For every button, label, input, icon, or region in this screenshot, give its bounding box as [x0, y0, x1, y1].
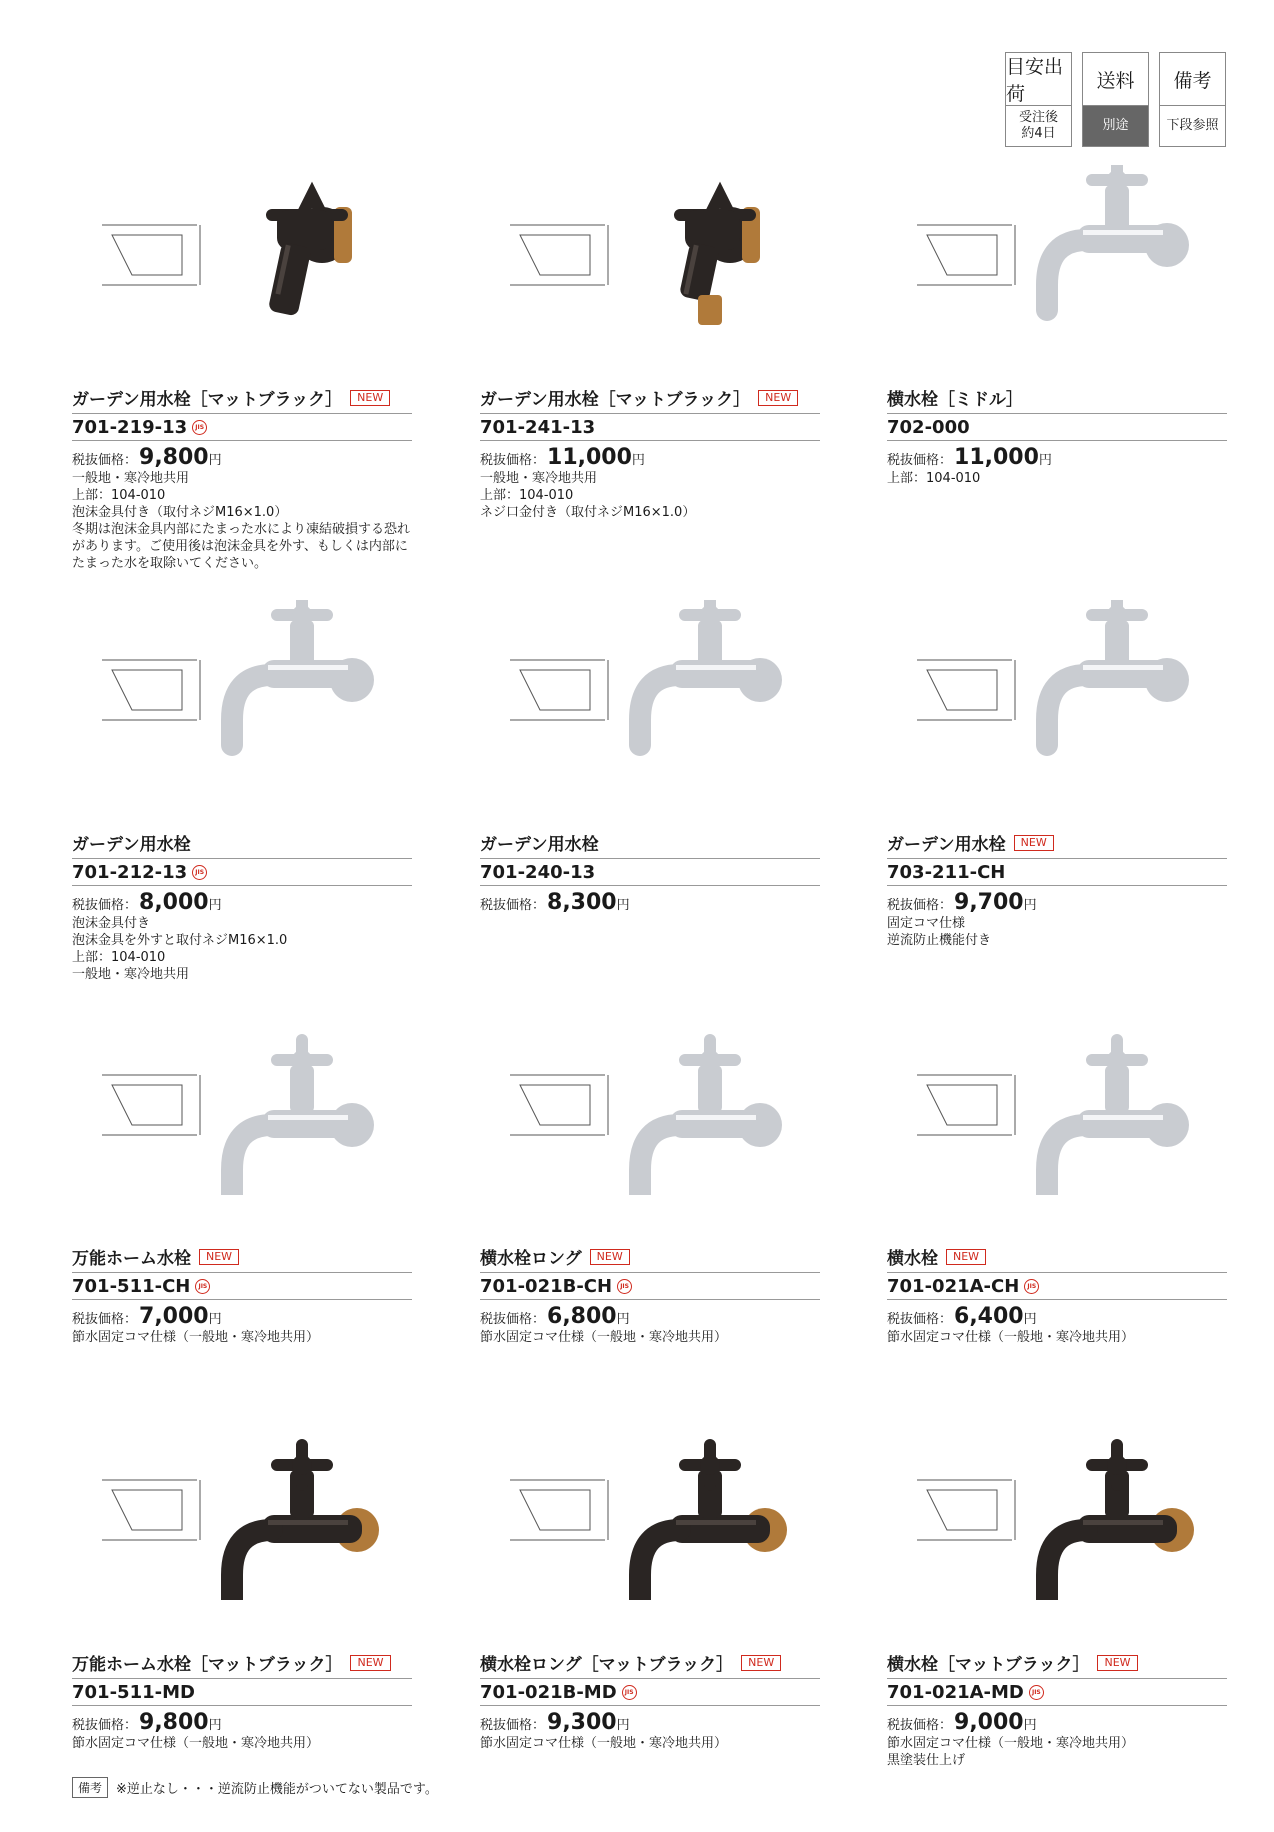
product-note: 固定コマ仕様 逆流防止機能付き — [887, 916, 992, 948]
price-value: 9,800 — [139, 445, 209, 470]
product-image — [887, 1015, 1227, 1195]
price-row — [72, 445, 412, 470]
product-image — [480, 1420, 820, 1600]
product-image — [72, 600, 412, 780]
price-unit: 円 — [208, 1718, 222, 1733]
product-info — [887, 830, 1227, 949]
product-info — [72, 1244, 412, 1346]
legend-shipping-value: 受注後 約4日 — [1018, 110, 1058, 141]
product-name-row — [887, 1244, 1227, 1273]
legend — [1005, 52, 1226, 147]
jis-mark-icon: JIS — [1024, 1279, 1039, 1294]
price-row — [480, 445, 820, 470]
product-code-row — [480, 414, 820, 441]
product-note: 節水固定コマ仕様（一般地・寒冷地共用） — [72, 1736, 320, 1751]
new-badge: NEW — [758, 390, 798, 406]
product-name-row — [887, 1650, 1227, 1679]
footer-tag: 備考 — [72, 1777, 108, 1798]
dimension-drawing — [102, 1480, 200, 1540]
faucet-photo — [640, 1445, 787, 1600]
faucet-photo — [1047, 600, 1189, 745]
product-photo — [72, 600, 412, 780]
product-code: 701-021B-MD — [480, 1682, 617, 1703]
product-info — [72, 385, 412, 572]
product-name-row — [887, 385, 1227, 414]
faucet-photo — [232, 1445, 379, 1600]
price-row — [72, 890, 412, 915]
product-info — [887, 1650, 1227, 1769]
dimension-drawing — [510, 225, 608, 285]
product-code: 703-211-CH — [887, 862, 1006, 883]
jis-mark-icon: JIS — [1029, 1685, 1044, 1700]
product-name: 万能ホーム水栓 — [72, 1249, 191, 1269]
footer-text: ※逆止なし・・・逆流防止機能がついてない製品です。 — [116, 1782, 438, 1797]
legend-remarks — [1159, 52, 1226, 147]
product-code-row — [887, 414, 1227, 441]
new-badge: NEW — [350, 1655, 390, 1671]
new-badge: NEW — [1097, 1655, 1137, 1671]
product-note: 泡沫金具付き 泡沫金具を外すと取付ネジM16×1.0 上部：104-010 一般地・寒冷地共用 — [72, 916, 288, 982]
price-unit: 円 — [616, 1718, 630, 1733]
price-label: 税抜価格： — [72, 1312, 138, 1327]
product-photo — [72, 1420, 412, 1600]
new-badge: NEW — [946, 1249, 986, 1265]
legend-remarks-value: 下段参照 — [1166, 118, 1219, 133]
dimension-drawing — [102, 225, 200, 285]
product-name-row — [480, 1650, 820, 1679]
product-code-row — [887, 1679, 1227, 1706]
product-note: 節水固定コマ仕様（一般地・寒冷地共用） — [887, 1330, 1135, 1345]
price-unit: 円 — [616, 898, 630, 913]
price-unit: 円 — [208, 453, 222, 468]
product-code: 702-000 — [887, 417, 970, 438]
legend-remarks-title: 備考 — [1160, 53, 1225, 106]
product-code-row — [887, 859, 1227, 886]
dimension-drawing — [510, 1480, 608, 1540]
jis-mark-icon: JIS — [192, 865, 207, 880]
product-info — [887, 1244, 1227, 1346]
product-name-row — [72, 830, 412, 859]
product-code-row — [480, 1273, 820, 1300]
price-label: 税抜価格： — [72, 453, 138, 468]
price-unit: 円 — [616, 1312, 630, 1327]
product-info — [72, 1650, 412, 1752]
product-name: 万能ホーム水栓［マットブラック］ — [72, 1655, 343, 1675]
legend-shipping — [1005, 52, 1072, 147]
price-label: 税抜価格： — [480, 1312, 546, 1327]
faucet-photo — [1047, 165, 1189, 310]
product-image — [887, 1420, 1227, 1600]
product-name: 横水栓［マットブラック］ — [887, 1655, 1090, 1675]
price-label: 税抜価格： — [887, 898, 953, 913]
product-photo — [887, 165, 1227, 345]
new-badge: NEW — [350, 390, 390, 406]
product-info — [480, 1244, 820, 1346]
product-code-row — [480, 1679, 820, 1706]
faucet-photo — [640, 1040, 782, 1195]
price-label: 税抜価格： — [480, 453, 546, 468]
product-name: 横水栓ロング — [480, 1249, 582, 1269]
product-note: 一般地・寒冷地共用 上部：104-010 ネジ口金付き（取付ネジM16×1.0） — [480, 471, 696, 520]
dimension-drawing — [510, 660, 608, 720]
dimension-drawing — [917, 660, 1015, 720]
price-row — [887, 890, 1227, 915]
price-row — [887, 1304, 1227, 1329]
product-note: 一般地・寒冷地共用 上部：104-010 泡沫金具付き（取付ネジM16×1.0） 冬期は泡沫金具内部にたまった水により凍結破損する恐れがあります。ご使用後は泡沫金具を外す、もしくは内部にたまった水を取除いてください。 — [72, 471, 411, 571]
price-row — [72, 1710, 412, 1735]
product-name: ガーデン用水栓 — [72, 835, 191, 855]
product-name-row — [480, 1244, 820, 1273]
price-row — [480, 1710, 820, 1735]
product-code: 701-021A-CH — [887, 1276, 1020, 1297]
dimension-drawing — [917, 1075, 1015, 1135]
product-image — [480, 1015, 820, 1195]
product-code: 701-511-CH — [72, 1276, 191, 1297]
product-name: ガーデン用水栓［マットブラック］ — [72, 390, 343, 410]
product-info — [480, 830, 820, 915]
price-value: 11,000 — [954, 445, 1039, 470]
product-photo — [480, 600, 820, 780]
product-note: 節水固定コマ仕様（一般地・寒冷地共用） 黒塗装仕上げ — [887, 1736, 1135, 1768]
product-code-row — [887, 1273, 1227, 1300]
product-image — [72, 1420, 412, 1600]
product-image — [887, 165, 1227, 345]
product-image — [887, 600, 1227, 780]
price-value: 9,700 — [954, 890, 1024, 915]
product-image — [480, 600, 820, 780]
new-badge: NEW — [1014, 835, 1054, 851]
price-value: 9,800 — [139, 1710, 209, 1735]
product-code: 701-021A-MD — [887, 1682, 1024, 1703]
product-info — [72, 830, 412, 983]
price-label: 税抜価格： — [480, 1718, 546, 1733]
price-value: 11,000 — [547, 445, 632, 470]
product-info — [480, 1650, 820, 1752]
price-label: 税抜価格： — [887, 1312, 953, 1327]
product-photo — [887, 600, 1227, 780]
product-note: 節水固定コマ仕様（一般地・寒冷地共用） — [480, 1330, 728, 1345]
legend-postage-value: 別途 — [1083, 106, 1148, 146]
product-code-row — [72, 414, 412, 441]
price-unit: 円 — [1023, 1312, 1037, 1327]
price-value: 6,800 — [547, 1304, 617, 1329]
dimension-drawing — [917, 225, 1015, 285]
price-row — [72, 1304, 412, 1329]
jis-mark-icon: JIS — [195, 1279, 210, 1294]
faucet-photo — [1047, 1040, 1189, 1195]
faucet-photo — [268, 195, 352, 317]
product-name-row — [72, 1650, 412, 1679]
price-label: 税抜価格： — [887, 1718, 953, 1733]
price-unit: 円 — [631, 453, 645, 468]
price-unit: 円 — [208, 1312, 222, 1327]
product-code: 701-511-MD — [72, 1682, 195, 1703]
product-name-row — [72, 1244, 412, 1273]
product-code: 701-219-13 — [72, 417, 188, 438]
jis-mark-icon: JIS — [192, 420, 207, 435]
product-name: ガーデン用水栓［マットブラック］ — [480, 390, 751, 410]
dimension-drawing — [102, 1075, 200, 1135]
price-row — [887, 445, 1227, 470]
price-row — [480, 1304, 820, 1329]
product-photo — [480, 1420, 820, 1600]
product-code-row — [72, 1679, 412, 1706]
dimension-drawing — [102, 660, 200, 720]
faucet-photo — [1047, 1445, 1194, 1600]
dimension-drawing — [510, 1075, 608, 1135]
product-photo — [480, 1015, 820, 1195]
product-info — [887, 385, 1227, 487]
price-value: 8,000 — [139, 890, 209, 915]
price-label: 税抜価格： — [480, 898, 546, 913]
price-unit: 円 — [1023, 898, 1037, 913]
price-value: 9,300 — [547, 1710, 617, 1735]
legend-postage-title: 送料 — [1083, 53, 1148, 106]
product-note: 節水固定コマ仕様（一般地・寒冷地共用） — [480, 1736, 728, 1751]
product-code: 701-021B-CH — [480, 1276, 613, 1297]
product-name: 横水栓［ミドル］ — [887, 390, 1023, 410]
footer-note — [72, 1777, 438, 1798]
new-badge: NEW — [590, 1249, 630, 1265]
price-unit: 円 — [208, 898, 222, 913]
product-name-row — [887, 830, 1227, 859]
product-image — [480, 165, 820, 345]
product-info — [480, 385, 820, 521]
product-name-row — [480, 385, 820, 414]
product-image — [72, 165, 412, 345]
product-code-row — [72, 1273, 412, 1300]
product-note: 上部：104-010 — [887, 471, 981, 486]
price-value: 6,400 — [954, 1304, 1024, 1329]
legend-shipping-title: 目安出荷 — [1006, 53, 1071, 106]
price-unit: 円 — [1038, 453, 1052, 468]
product-name: 横水栓 — [887, 1249, 938, 1269]
product-name: ガーデン用水栓 — [887, 835, 1006, 855]
jis-mark-icon: JIS — [617, 1279, 632, 1294]
product-code: 701-212-13 — [72, 862, 188, 883]
price-label: 税抜価格： — [72, 1718, 138, 1733]
price-label: 税抜価格： — [887, 453, 953, 468]
product-code: 701-241-13 — [480, 417, 596, 438]
product-name: 横水栓ロング［マットブラック］ — [480, 1655, 734, 1675]
product-name: ガーデン用水栓 — [480, 835, 599, 855]
dimension-drawing — [917, 1480, 1015, 1540]
product-photo — [72, 1015, 412, 1195]
product-photo — [887, 1015, 1227, 1195]
price-label: 税抜価格： — [72, 898, 138, 913]
price-unit: 円 — [1023, 1718, 1037, 1733]
product-name-row — [72, 385, 412, 414]
jis-mark-icon: JIS — [622, 1685, 637, 1700]
price-value: 8,300 — [547, 890, 617, 915]
product-photo — [887, 1420, 1227, 1600]
price-value: 7,000 — [139, 1304, 209, 1329]
product-code-row — [480, 859, 820, 886]
price-row — [887, 1710, 1227, 1735]
new-badge: NEW — [741, 1655, 781, 1671]
product-photo — [72, 165, 412, 345]
product-code-row — [72, 859, 412, 886]
product-code: 701-240-13 — [480, 862, 596, 883]
price-value: 9,000 — [954, 1710, 1024, 1735]
legend-postage — [1082, 52, 1149, 147]
product-photo — [480, 165, 820, 345]
faucet-photo — [640, 600, 782, 745]
product-note: 節水固定コマ仕様（一般地・寒冷地共用） — [72, 1330, 320, 1345]
product-name-row — [480, 830, 820, 859]
price-row — [480, 890, 820, 915]
new-badge: NEW — [199, 1249, 239, 1265]
faucet-photo — [232, 1040, 374, 1195]
faucet-photo — [232, 600, 374, 745]
product-image — [72, 1015, 412, 1195]
faucet-photo — [679, 195, 760, 325]
